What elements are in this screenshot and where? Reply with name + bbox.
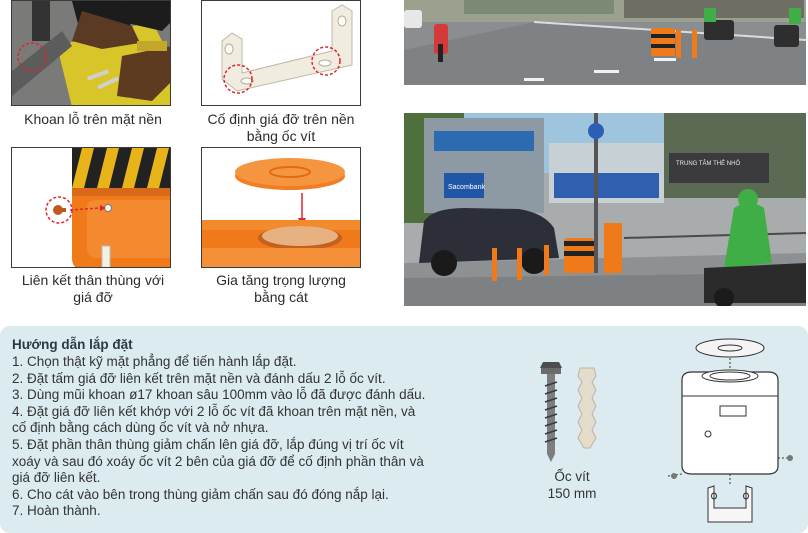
guide-item: 7. Hoàn thành. [12,503,101,519]
screw-label-size: 150 mm [547,486,597,501]
screw-label [525,468,619,502]
guide-item: 1. Chọn thật kỹ mặt phẳng để tiến hành lắp đặt. [12,354,297,369]
step-attach-caption-line1: Liên kết thân thùng với [21,272,165,288]
guide-item: 5. Đặt phần thân thùng giảm chấn lên giá đỡ, lắp đúng vị trí ốc vít [12,436,404,452]
building-sign-text: TRUNG TÂM THẺ NHỎ [676,161,741,167]
step-bracket-caption [190,111,372,145]
step-attach-image [11,147,171,268]
step-bracket-caption-line2: bằng ốc vít [246,128,316,144]
screw-illustration [530,362,610,464]
street-photo-bottom [404,113,806,306]
step-drill-caption-line1: Khoan lỗ trên mặt nền [24,111,162,127]
step-drill-image [11,0,171,106]
guide-item: 4. Đặt giá đỡ liên kết khớp với 2 lỗ ốc vít đã khoan trên mặt nền, và [12,403,416,419]
guide-item: xoáy và sau đó xoáy ốc vít 2 bên của giá đỡ để cố định phần thân và [12,453,424,469]
step-attach-caption [2,272,184,306]
step-bracket-caption-line1: Cố định giá đỡ trên nền [207,111,355,127]
step-attach-caption-line2: giá đỡ [73,289,113,305]
screw-label-name: Ốc vít [554,469,590,484]
guide-item: 3. Dùng mũi khoan ø17 khoan sâu 100mm vào lỗ đã được đánh dấu. [12,387,426,403]
step-bracket-image [201,0,361,106]
guide-item: giá đỡ liên kết. [12,470,101,486]
guide-item: 2. Đặt tấm giá đỡ liên kết trên mặt nền và đánh dấu 2 lỗ ốc vít. [12,370,386,386]
guide-item: 6. Cho cát vào bên trong thùng giảm chấn sau đó đóng nắp lại. [12,486,389,502]
product-exploded-drawing [668,336,798,528]
step-sand-caption-line2: bằng cát [254,289,308,305]
step-sand-caption [190,272,372,306]
bank-sign-text: Sacombank [448,184,485,191]
step-sand-caption-line1: Gia tăng trọng lượng [216,272,346,288]
step-sand-image [201,147,361,268]
step-drill-caption [2,111,184,128]
guide-item: cố định bằng cách dùng ốc vít và nở nhựa. [12,420,269,436]
guide-list [12,354,500,520]
guide-title: Hướng dẫn lắp đặt [12,337,133,352]
street-photo-top [404,0,806,85]
